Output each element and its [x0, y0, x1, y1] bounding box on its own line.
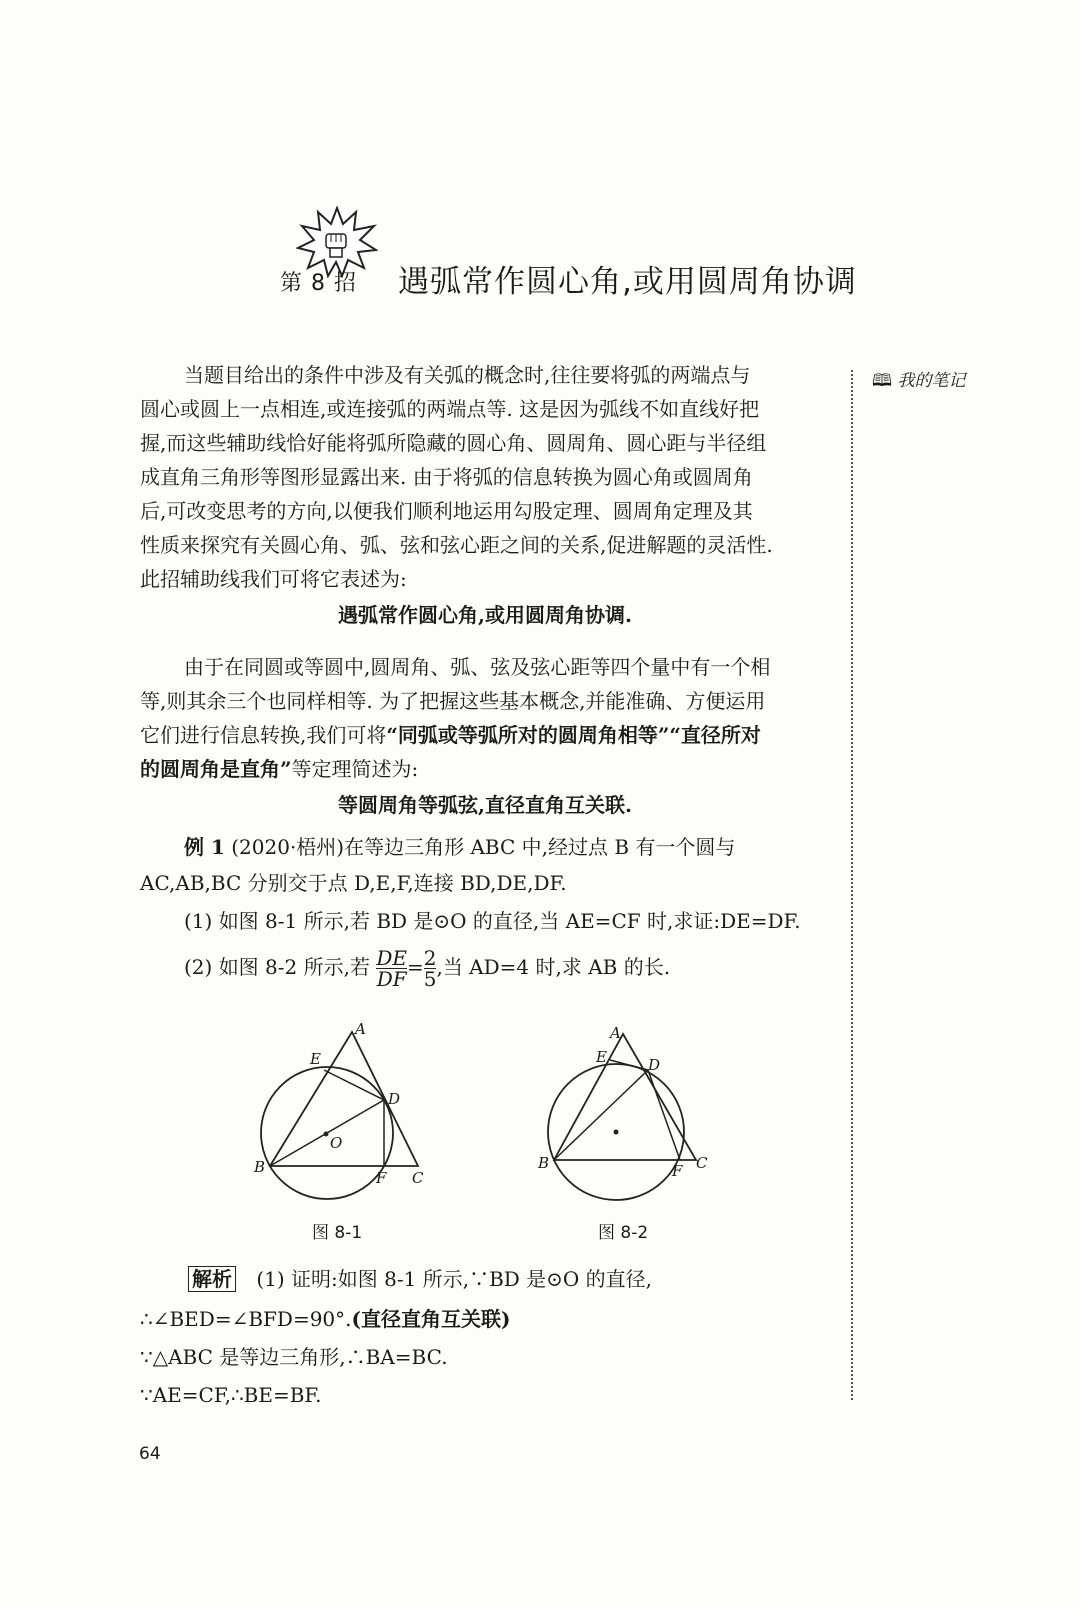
figure-8-2: [530, 1022, 730, 1212]
label-a: A: [610, 1024, 621, 1042]
text-line: 成直角三角形等图形显露出来. 由于将弧的信息转换为圆心角或圆周角: [140, 465, 753, 489]
label-e: E: [596, 1048, 607, 1066]
fraction-numerator: 2: [423, 946, 437, 970]
text-line: 此招辅助线我们可将它表述为:: [140, 567, 407, 591]
label-d: D: [648, 1056, 661, 1074]
text-line: [140, 718, 761, 752]
label-e: E: [310, 1050, 321, 1068]
text-line: 等,则其余三个也同样相等. 为了把握这些基本概念,并能准确、方便运用: [140, 689, 766, 713]
question-1: (1) 如图 8-1 所示,若 BD 是⊙O 的直径,当 AE=CF 时,求证:DE=DF.: [184, 909, 801, 933]
fraction-de-df: [376, 948, 407, 989]
solution-line: [188, 1262, 652, 1296]
fraction-numerator: DE: [376, 946, 407, 970]
question-2: (2) 如图 8-2 所示,若 $\frac{DE}{DF}$ = $\frac{2}{5}$ ,当 AD=4 时,求 AB 的长.: [184, 946, 671, 991]
text-line: 后,可改变思考的方向,以便我们顺利地运用勾股定理、圆周角定理及其: [140, 499, 753, 523]
text-line: AC,AB,BC 分别交于点 D,E,F,连接 BD,DE,DF.: [140, 871, 567, 895]
text-line: [140, 752, 418, 786]
text-segment: 等定理简述为:: [291, 757, 419, 781]
figure-caption: 图 8-2: [598, 1223, 649, 1243]
example-label: 例 1: [184, 835, 225, 859]
text-segment: ∴∠BED=∠BFD=90°.: [140, 1307, 352, 1331]
text-segment: (2) 如图 8-2 所示,若: [184, 955, 370, 979]
label-d: D: [388, 1090, 401, 1108]
text-line: 圆心或圆上一点相连,或连接弧的两端点等. 这是因为弧线不如直线好把: [140, 397, 760, 421]
fraction-denominator: 5: [423, 967, 437, 991]
text-line: 性质来探究有关圆心角、弧、弦和弦心距之间的关系,促进解题的灵活性.: [140, 533, 773, 557]
center-point: [324, 1132, 329, 1137]
fraction-denominator: DF: [376, 967, 407, 991]
notes-title: 我的笔记: [897, 371, 966, 391]
book-icon: 🕮: [872, 371, 893, 391]
label-f: F: [672, 1162, 683, 1180]
text-segment: 它们进行信息转换,我们可将: [140, 723, 387, 747]
solution-tag: 解析: [188, 1266, 236, 1292]
solution-line: [140, 1302, 510, 1336]
text-segment: ,当 AD=4 时,求 AB 的长.: [436, 955, 671, 979]
text-segment: (1) 证明:如图 8-1 所示,∵BD 是⊙O 的直径,: [256, 1267, 653, 1291]
label-b: B: [538, 1154, 550, 1172]
chapter-label: 第 8 招: [280, 271, 357, 296]
notes-divider: [851, 370, 853, 1400]
figure-8-1: [240, 1020, 460, 1210]
example-line: [140, 830, 735, 864]
solution-line: ∵AE=CF,∴BE=BF.: [140, 1383, 322, 1407]
label-b: B: [254, 1158, 266, 1176]
text-line: 当题目给出的条件中涉及有关弧的概念时,往往要将弧的两端点与: [184, 363, 751, 387]
segment-de: [324, 1070, 384, 1100]
text-line: 由于在同圆或等圆中,圆周角、弧、弦及弦心距等四个量中有一个相: [184, 655, 771, 679]
theorem-text: (直径直角互关联): [351, 1307, 511, 1331]
motto-line: 遇弧常作圆心角,或用圆周角协调.: [338, 603, 632, 627]
page-number: 64: [139, 1444, 161, 1464]
notes-heading: [872, 366, 965, 397]
fraction-ratio: [424, 948, 437, 989]
label-o: O: [330, 1134, 343, 1152]
chapter-heading: [280, 256, 920, 306]
center-point: [614, 1130, 619, 1135]
label-a: A: [355, 1020, 366, 1038]
theorem-text: 的圆周角是直角”: [140, 757, 292, 781]
figure-caption: 图 8-1: [312, 1223, 363, 1243]
label-c: C: [412, 1169, 424, 1187]
label-f: F: [376, 1169, 387, 1187]
text-line: 握,而这些辅助线恰好能将弧所隐藏的圆心角、圆周角、圆心距与半径组: [140, 431, 767, 455]
motto-line: 等圆周角等弧弦,直径直角互关联.: [338, 793, 632, 817]
label-c: C: [696, 1154, 708, 1172]
text-segment: (2020·梧州)在等边三角形 ABC 中,经过点 B 有一个圆与: [231, 835, 736, 859]
segment-de: [610, 1060, 648, 1070]
theorem-text: “同弧或等弧所对的圆周角相等”“直径所对: [386, 723, 761, 747]
solution-line: ∵△ABC 是等边三角形,∴BA=BC.: [140, 1345, 448, 1369]
chapter-title: 遇弧常作圆心角,或用圆周角协调: [398, 264, 857, 300]
